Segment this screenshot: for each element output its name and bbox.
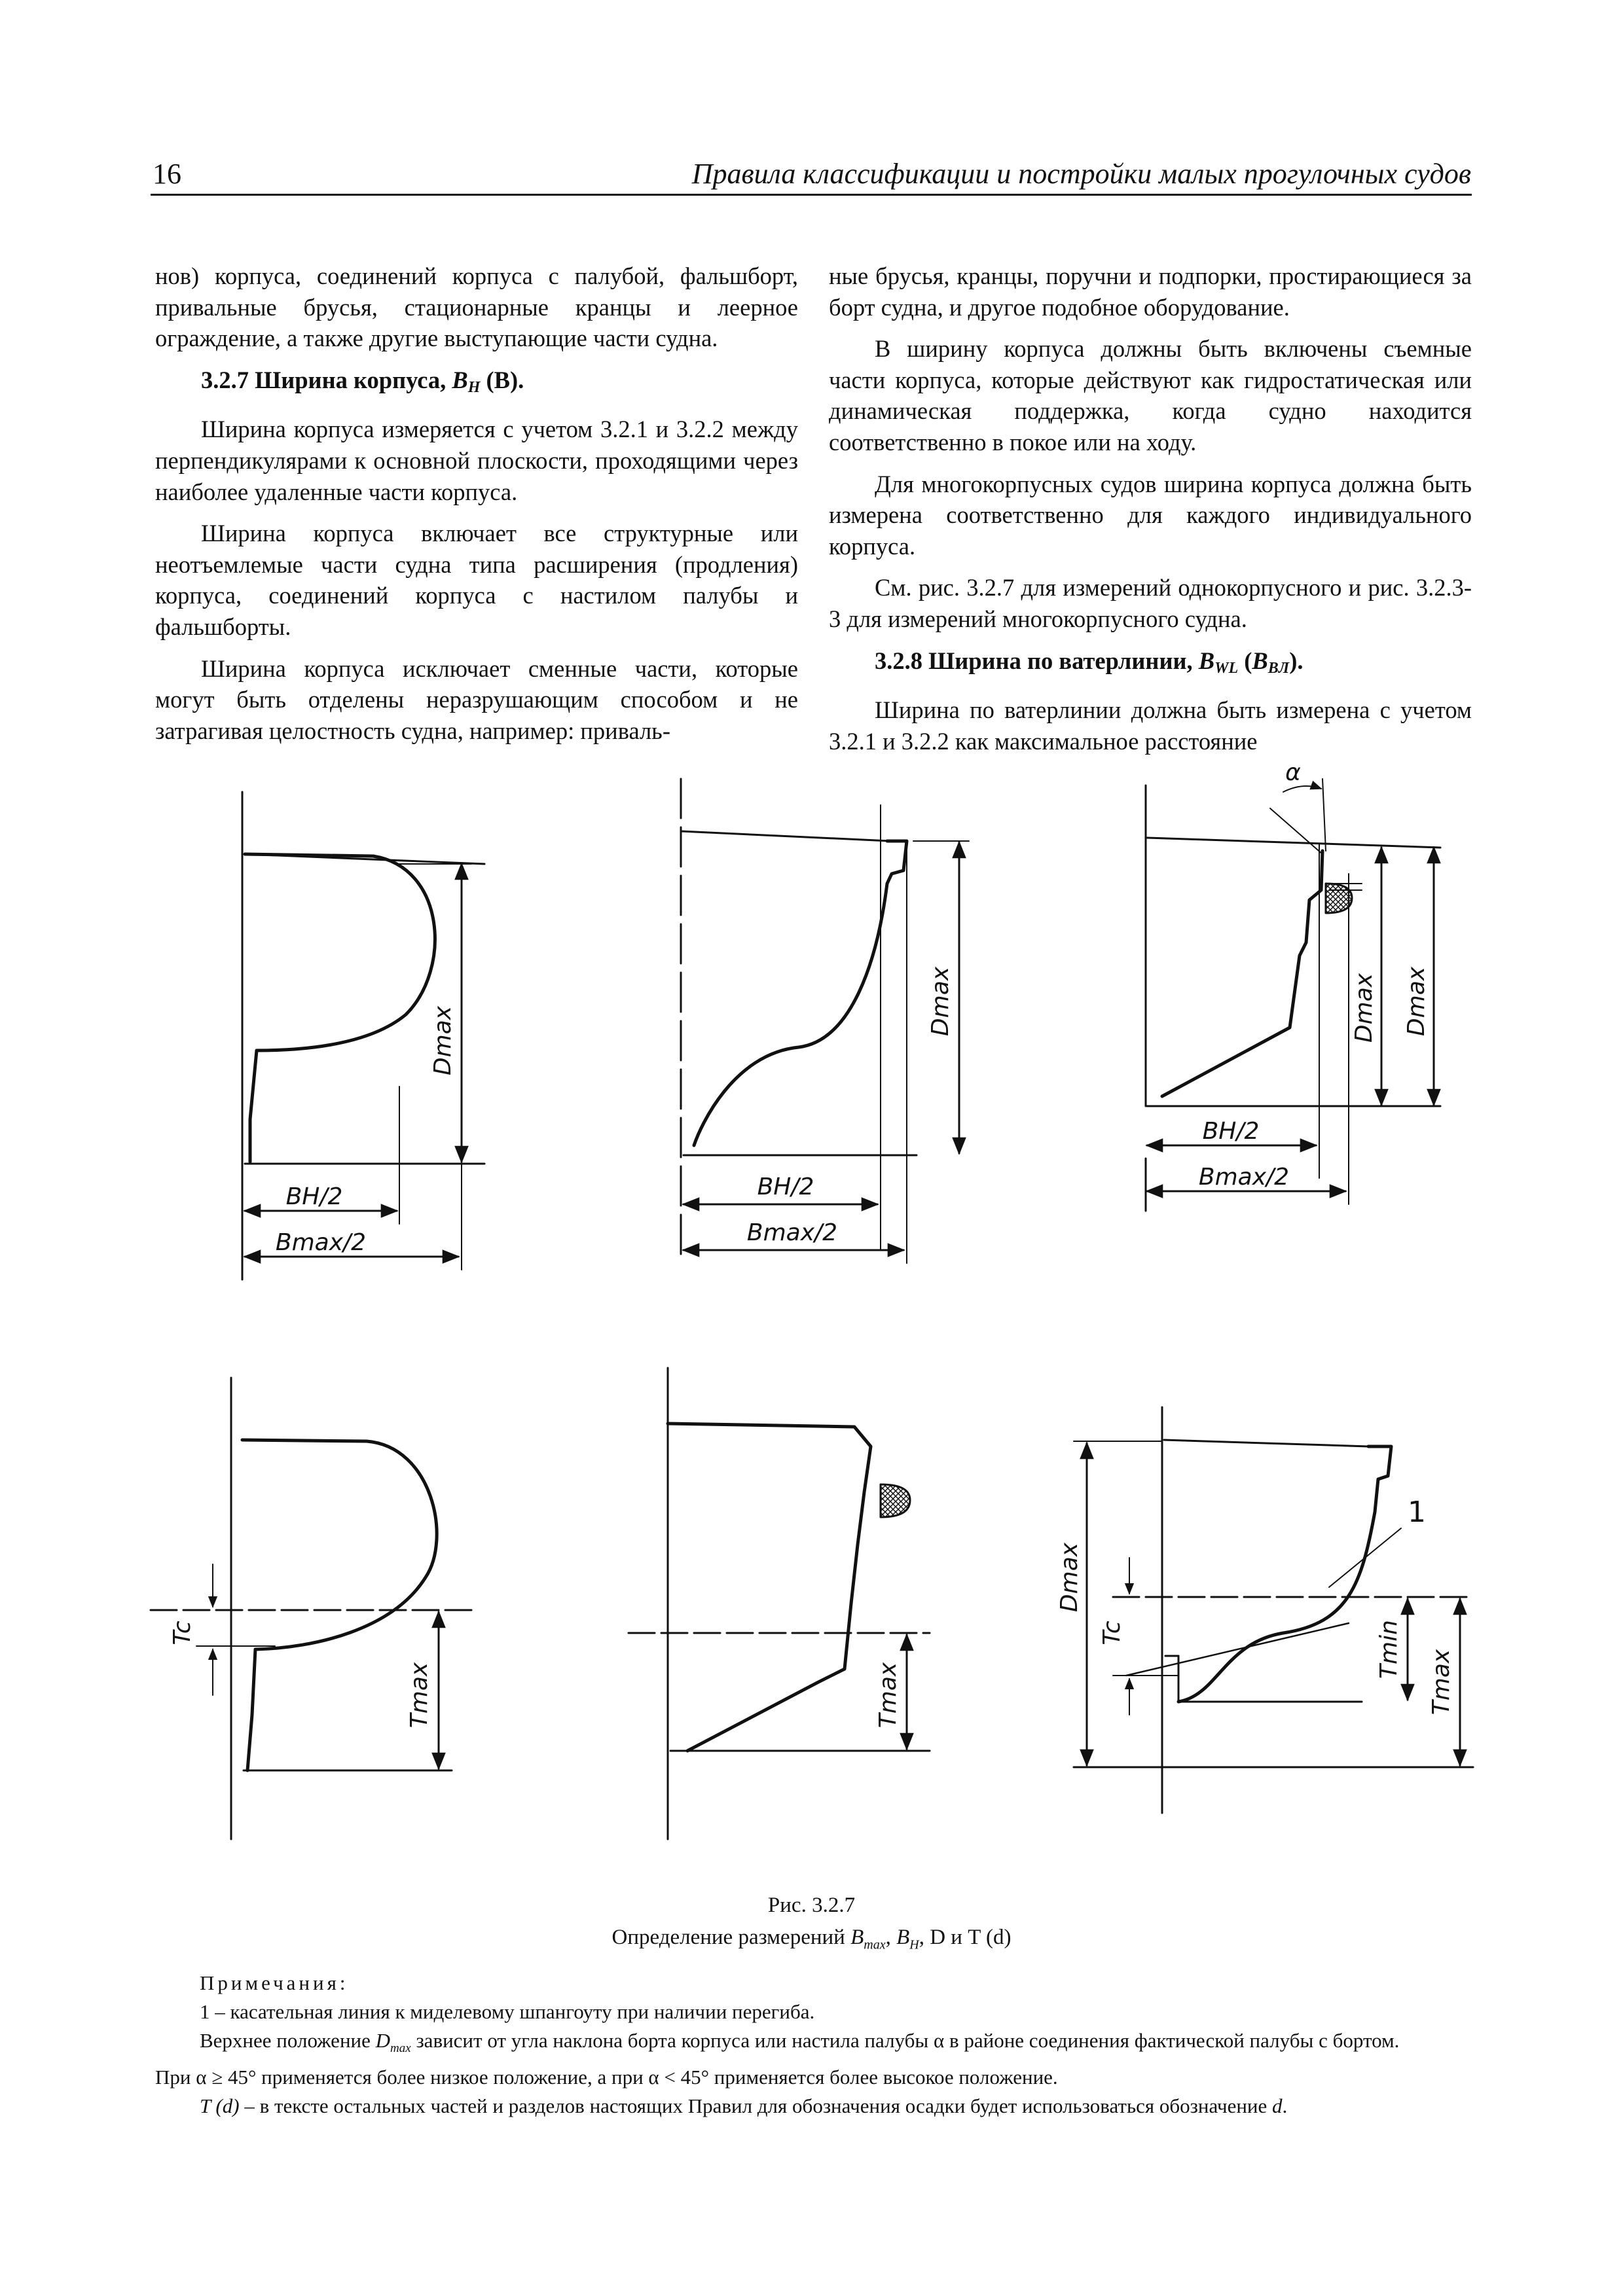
panel-hull-6 (1074, 1407, 1473, 1813)
label-dmax-1: Dmax (429, 1005, 456, 1076)
label-tmax-6: Tmax (1428, 1649, 1455, 1715)
running-title: Правила классификации и постройки малых прогулочных судов (691, 158, 1471, 190)
paragraph: Ширина по ватерлинии должна быть измерена с учетом 3.2.1 и 3.2.2 как максимальное расстояние (829, 696, 1472, 755)
label-alpha: α (1285, 759, 1301, 786)
note-2: Верхнее положение $D_{max}$ зависит от угла наклона борта корпуса или настила палубы α в районе соединения фактической палубы с бортом. (200, 2029, 1400, 2056)
paragraph: Ширина корпуса исключает сменные части, которые могут быть отделены неразрушающим способом и не затрагивая целостность судна, например: приваль- (155, 655, 798, 744)
panel-hull-4 (151, 1378, 475, 1839)
figure-3-2-7 (0, 753, 1623, 1852)
note-3: При α ≥ 45° применяется более низкое положение, а при α < 45° применяется более высокое положение. (155, 2066, 1058, 2089)
panel-hull-2 (681, 779, 969, 1263)
note-1: 1 – касательная линия к миделевому шпангоуту при наличии перегиба. (200, 2000, 815, 2023)
paragraph: ные брусья, кранцы, поручни и подпорки, простирающиеся за борт судна, и другое подобное оборудование. (829, 262, 1472, 321)
label-tmin-6: Tmin (1376, 1620, 1402, 1679)
label-tmax-4: Tmax (406, 1662, 433, 1729)
notes (155, 1969, 1471, 2121)
label-dmax-2: Dmax (927, 966, 954, 1037)
note-4: T (d) – в тексте остальных частей и разделов настоящих Правил для обозначения осадки будет использоваться обозначение d. (200, 2094, 1288, 2118)
label-tangent-1: 1 (1408, 1496, 1426, 1529)
panel-hull-3 (1146, 779, 1440, 1211)
label-bmax2-1: Bmax/2 (275, 1229, 367, 1256)
label-bmax2-2: Bmax/2 (746, 1219, 838, 1246)
label-tc-4: Tc (169, 1621, 196, 1645)
section-heading-3-2-7: 3.2.7 Ширина корпуса, $B_H$ (B). (201, 366, 524, 396)
label-tc-6: Tc (1099, 1621, 1125, 1645)
header-rule (151, 194, 1472, 196)
notes-heading: Примечания: (200, 1971, 349, 1994)
label-bmax2-3: Bmax/2 (1198, 1164, 1290, 1191)
figure-caption: Определение размерений $B_{max}$, $B_H$, D и T (d) (611, 1926, 1012, 1952)
page-number: 16 (153, 158, 181, 190)
left-column (155, 260, 798, 746)
figure-caption-title: Рис. 3.2.7 (767, 1893, 856, 1917)
label-dmax-3a: Dmax (1351, 973, 1377, 1043)
paragraph: Ширина корпуса включает все структурные или неотъемлемые части судна типа расширения (продления) корпуса, соединений корпуса с настилом палубы и фальшборты. (155, 520, 798, 640)
paragraph: Ширина корпуса измеряется с учетом 3.2.1 и 3.2.2 между перпендикулярами к основной плоскости, проходящими через наиболее удаленные части корпуса. (155, 416, 798, 505)
label-dmax-3b: Dmax (1403, 966, 1430, 1037)
paragraph: В ширину корпуса должны быть включены съемные части корпуса, которые действуют как гидростатическая или динамическая поддержка, когда судно находится соответственно в покое или на ходу. (829, 335, 1472, 456)
right-column (829, 260, 1472, 757)
paragraph: Для многокорпусных судов ширина корпуса должна быть измерена соответственно для каждого индивидуального корпуса. (829, 470, 1472, 560)
label-bh2-2: BH/2 (757, 1174, 814, 1200)
label-dmax-6: Dmax (1056, 1542, 1083, 1613)
paragraph: нов) корпуса, соединений корпуса с палубой, фальшборт, привальные брусья, стационарные кранцы и леерное ограждение, а также другие выступающие части судна. (155, 262, 798, 352)
label-tmax-5: Tmax (875, 1662, 902, 1729)
paragraph: См. рис. 3.2.7 для измерений однокорпусного и рис. 3.2.3-3 для измерений многокорпусного судна. (829, 574, 1472, 632)
panel-hull-5 (629, 1368, 930, 1839)
section-heading-3-2-8: 3.2.8 Ширина по ватерлинии, $B_{WL}$ $(B_{ВЛ})$. (875, 647, 1304, 677)
label-bh2-3: BH/2 (1202, 1118, 1260, 1145)
label-bh2-1: BH/2 (285, 1183, 343, 1210)
